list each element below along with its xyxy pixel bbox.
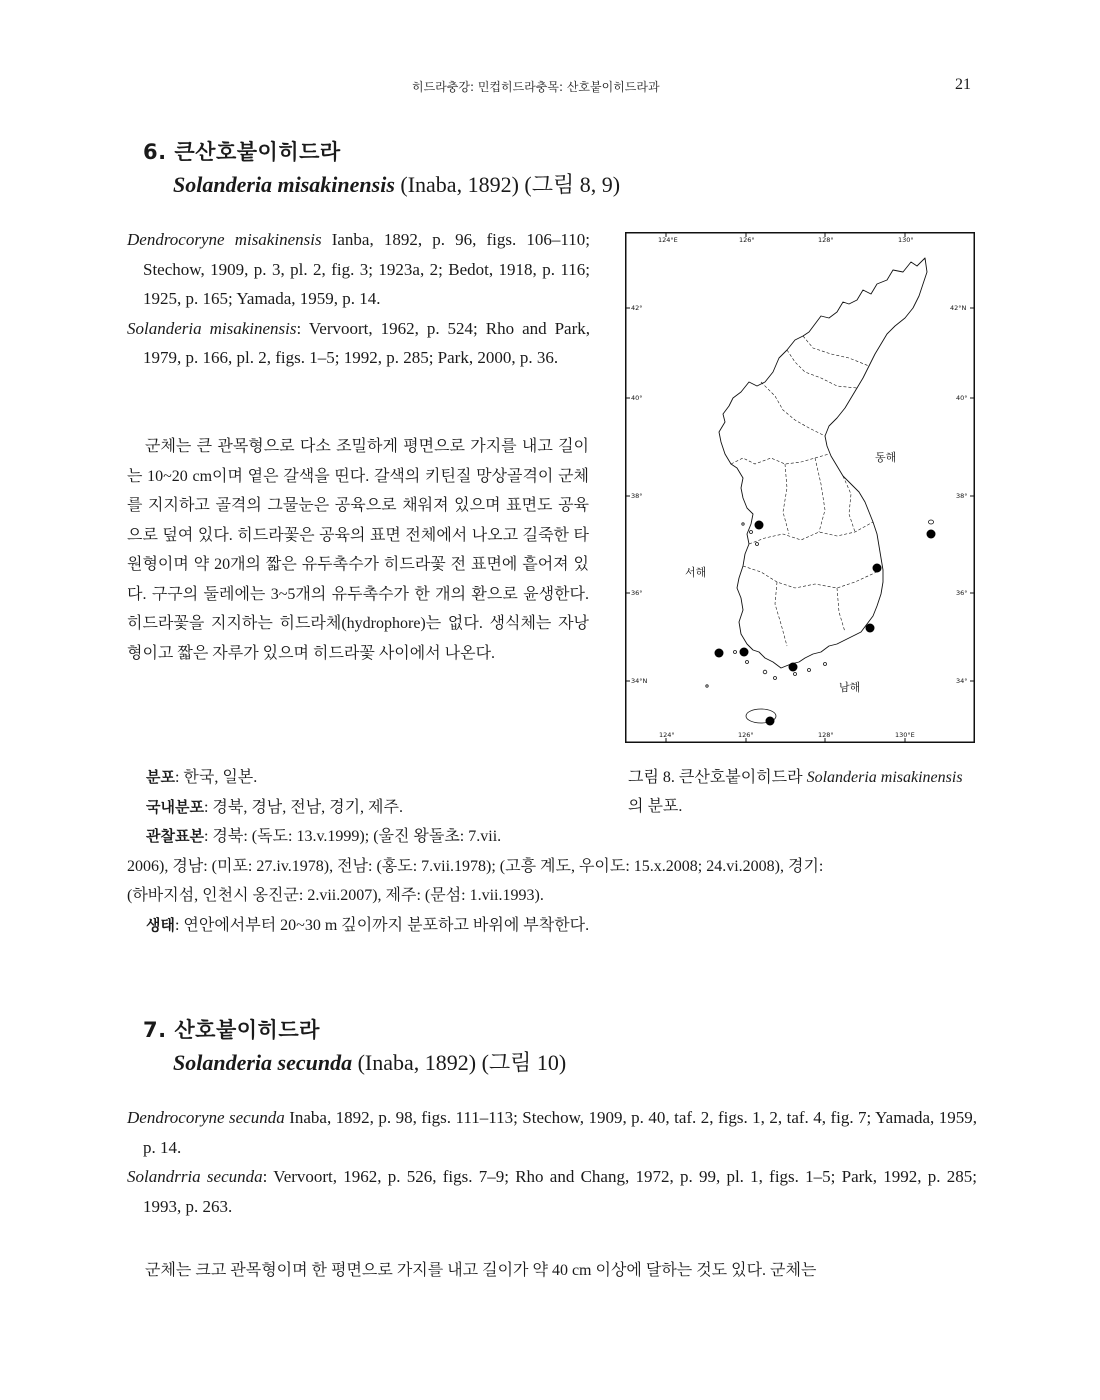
occurrence-point-dokdo xyxy=(927,530,936,539)
specimens-line-cont: (하바지섬, 인천시 옹진군: 2.vii.2007), 제주: (문섬: 1.vii.1993). xyxy=(127,887,544,904)
tick-label: 40° xyxy=(631,394,643,402)
synonym-entry: Solandrria secunda: Vervoort, 1962, p. 526, figs. 7–9; Rho and Chang, 1972, p. 99, pl. 1, figs. 1–5; Park, 1992, p. 285; 1993, p. 263. xyxy=(127,1167,977,1216)
synonym-entry: Solanderia misakinensis: Vervoort, 1962, p. 524; Rho and Park, 1979, p. 166, pl. 2, figs. 1–5; 1992, p. 285; Park, 2000, p. 36. xyxy=(127,318,591,367)
page-number: 21 xyxy=(955,76,971,93)
occurrence-point-mipo xyxy=(866,624,875,633)
map-frame xyxy=(626,233,975,743)
running-title: 히드라충강: 민컵히드라충목: 산호붙이히드라과 xyxy=(412,80,660,94)
species-6-korean-name: 6. 큰산호붙이히드라 xyxy=(143,140,341,164)
occurrence-point-goheung xyxy=(789,663,798,672)
species-6-scientific-line xyxy=(173,168,620,199)
species-6-authority: (Inaba, 1892) (그림 8, 9) xyxy=(394,172,621,197)
tick-label: 130° xyxy=(898,236,914,244)
species-7-synonymy xyxy=(127,1103,977,1221)
tick-label: 124° xyxy=(659,731,675,739)
tick-label: 40° xyxy=(956,394,968,402)
occurrence-point-munseom xyxy=(766,717,775,726)
tick-label: 126° xyxy=(739,236,755,244)
synonym-entry: Dendrocoryne secunda Inaba, 1892, p. 98, figs. 111–113; Stechow, 1909, p. 40, taf. 2, figs. 1, 2, taf. 4, fig. 7; Yamada, 1959, p. 14. xyxy=(127,1108,978,1157)
tick-label: 36° xyxy=(631,589,643,597)
species-7-sci-name: Solanderia secunda xyxy=(173,1050,353,1075)
tick-label: 42°N xyxy=(950,304,967,312)
species-6-synonymy xyxy=(127,225,590,373)
occurrence-point-hongdo xyxy=(715,649,724,658)
east-sea-label: 동해 xyxy=(875,451,897,464)
tick-label: 124°E xyxy=(658,236,678,244)
tick-label: 34° xyxy=(956,677,968,685)
west-sea-label: 서해 xyxy=(685,566,707,579)
south-sea-label: 남해 xyxy=(839,681,861,694)
species-6-records xyxy=(127,763,977,940)
figure-8-distribution-map xyxy=(625,232,975,743)
specimens-line: 관찰표본: 경북: (독도: 13.v.1999); (울진 왕돌초: 7.vii. xyxy=(146,827,502,845)
distribution-line: 분포: 한국, 일본. xyxy=(146,768,258,786)
species-6-description: 군체는 큰 관목형으로 다소 조밀하게 평면으로 가지를 내고 길이는 10~20 cm이며 옅은 갈색을 띤다. 갈색의 키틴질 망상골격이 군체를 지지하고 골격의 그물눈은 공육으로 채워져 있으며 표면도 공육으로 덮여 있다. 히드라꽃은 공육의 표면 전체에서 나오고 길죽한 타원형이며 약 20개의 짧은 유두촉수가 히드라꽃 전 표면에 흩어져 있다. 구구의 둘레에는 3~5개의 유두촉수가 한 개의 환으로 윤생한다. 히드라꽃을 지지하는 히드라체(hydrophore)는 없다. 생식체는 자낭형이고 짧은 자루가 있으며 히드라꽃 사이에서 나온다. xyxy=(127,438,589,662)
running-header xyxy=(0,76,1100,96)
species-6-sci-name: Solanderia misakinensis xyxy=(173,172,395,197)
species-6-heading xyxy=(143,136,620,199)
tick-label: 130°E xyxy=(895,731,915,739)
ecology-line: 생태: 연안에서부터 20~30 m 깊이까지 분포하고 바위에 부착한다. xyxy=(146,915,590,934)
species-7-scientific-line xyxy=(173,1046,566,1077)
tick-label: 128° xyxy=(818,236,834,244)
tick-label: 34°N xyxy=(631,677,648,685)
occurrence-point-gyeonggi xyxy=(755,521,764,530)
species-7-authority: (Inaba, 1892) (그림 10) xyxy=(352,1050,567,1075)
domestic-distribution-line: 국내분포: 경북, 경남, 전남, 경기, 제주. xyxy=(146,797,403,816)
occurrence-point-uljin xyxy=(873,564,882,573)
species-7-description: 군체는 크고 관목형이며 한 평면으로 가지를 내고 길이가 약 40 cm 이상에 달하는 것도 있다. 군체는 xyxy=(145,1262,817,1279)
tick-label: 38° xyxy=(631,492,643,500)
occurrence-point-uido xyxy=(740,648,749,657)
specimens-line-cont: 2006), 경남: (미포: 27.iv.1978), 전남: (홍도: 7.vii.1978); (고흥 계도, 우이도: 15.x.2008; 24.vi.2008), 경기: xyxy=(127,857,824,875)
tick-label: 42° xyxy=(631,304,643,312)
tick-label: 126° xyxy=(738,731,754,739)
synonym-entry: Dendrocoryne misakinensis Ianba, 1892, p. 96, figs. 106–110; Stechow, 1909, p. 3, pl. 2, fig. 3; 1923a, 2; Bedot, 1918, p. 116; 1925, p. 165; Yamada, 1959, p. 14. xyxy=(127,230,590,308)
figure-8-caption: 그림 8. 큰산호붙이히드라 Solanderia misakinensis의 분포. xyxy=(628,769,963,815)
tick-label: 128° xyxy=(818,731,834,739)
species-7-korean-name: 7. 산호붙이히드라 xyxy=(143,1018,320,1042)
tick-label: 38° xyxy=(956,492,968,500)
tick-label: 36° xyxy=(956,589,968,597)
species-7-heading xyxy=(143,1014,566,1077)
